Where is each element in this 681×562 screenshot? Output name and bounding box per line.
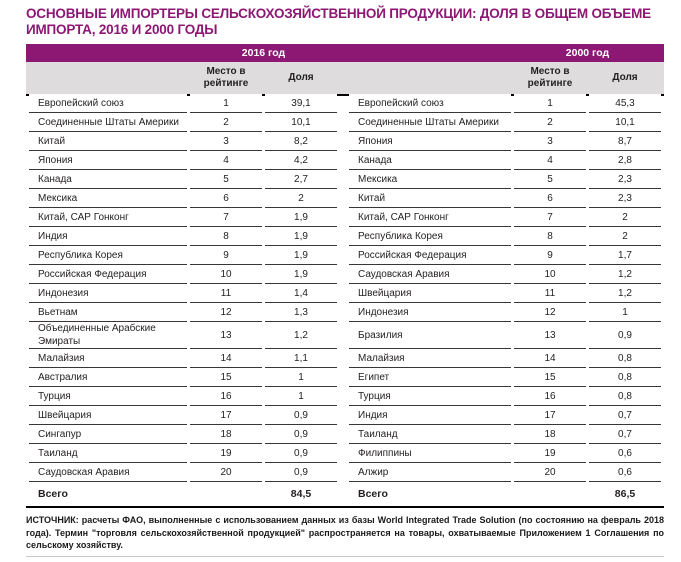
cell-share-2000: 45,3: [589, 94, 661, 113]
cell-rank-2000: 8: [514, 227, 586, 246]
cell-rank-2000: 3: [514, 132, 586, 151]
table-gap: [340, 227, 346, 246]
table-gap: [340, 246, 346, 265]
table-gap: [340, 94, 346, 113]
cell-rank-2000: 11: [514, 284, 586, 303]
cell-rank-2000: 18: [514, 425, 586, 444]
cell-country-2016: Китай, САР Гонконг: [29, 208, 187, 227]
table-gap: [340, 322, 346, 349]
cell-rank-2000: 9: [514, 246, 586, 265]
table-footer: [29, 482, 661, 506]
table-gap: [340, 425, 346, 444]
table-gap: [340, 151, 346, 170]
cell-country-2016: Китай: [29, 132, 187, 151]
cell-country-2000: Соединенные Штаты Америки: [349, 113, 511, 132]
table-row: [29, 151, 661, 170]
table-gap: [340, 406, 346, 425]
cell-country-2016: Швейцария: [29, 406, 187, 425]
cell-share-2016: 1,9: [265, 246, 337, 265]
table-row: [29, 265, 661, 284]
cell-share-2000: 2,3: [589, 170, 661, 189]
cell-share-2016: 2: [265, 189, 337, 208]
share-header-right: Доля: [612, 72, 638, 83]
cell-rank-2000: 4: [514, 151, 586, 170]
cell-share-2016: 1: [265, 368, 337, 387]
cell-rank-2000: 12: [514, 303, 586, 322]
cell-share-2000: 2: [589, 208, 661, 227]
cell-rank-2016: 6: [190, 189, 262, 208]
table-header: [29, 44, 661, 94]
cell-country-2016: Малайзия: [29, 349, 187, 368]
cell-share-2000: 2,3: [589, 189, 661, 208]
total-rank-right-empty: [514, 482, 586, 506]
cell-share-2000: 0,7: [589, 425, 661, 444]
cell-rank-2000: 15: [514, 368, 586, 387]
cell-country-2000: Египет: [349, 368, 511, 387]
table-gap: [340, 189, 346, 208]
total-label-right: Всего: [349, 482, 511, 506]
table-gap: [340, 44, 346, 62]
cell-rank-2000: 16: [514, 387, 586, 406]
cell-country-2016: Вьетнам: [29, 303, 187, 322]
column-header-row: [29, 62, 661, 94]
cell-country-2000: Бразилия: [349, 322, 511, 349]
cell-country-2016: Мексика: [29, 189, 187, 208]
table-gap: [340, 113, 346, 132]
table-gap: [340, 368, 346, 387]
importers-table: [26, 44, 664, 508]
cell-rank-2000: 20: [514, 463, 586, 482]
cell-share-2016: 0,9: [265, 463, 337, 482]
cell-share-2000: 8,7: [589, 132, 661, 151]
rank-header-right: Место в рейтинге: [527, 66, 573, 89]
total-value-2016: 84,5: [265, 482, 337, 506]
cell-country-2016: Индонезия: [29, 284, 187, 303]
table-row: [29, 463, 661, 482]
cell-share-2016: 10,1: [265, 113, 337, 132]
cell-rank-2016: 10: [190, 265, 262, 284]
table-row: [29, 406, 661, 425]
cell-share-2016: 1,9: [265, 265, 337, 284]
table-gap: [340, 284, 346, 303]
table-row: [29, 113, 661, 132]
cell-share-2000: 0,6: [589, 444, 661, 463]
table-gap: [340, 170, 346, 189]
cell-share-2016: 1: [265, 387, 337, 406]
cell-country-2016: Саудовская Аравия: [29, 463, 187, 482]
cell-share-2016: 0,9: [265, 406, 337, 425]
year-header-left-empty: [29, 44, 187, 62]
table-row: [29, 303, 661, 322]
table-row: [29, 132, 661, 151]
table-row: [29, 322, 661, 349]
cell-rank-2000: 10: [514, 265, 586, 284]
cell-country-2000: Индия: [349, 406, 511, 425]
cell-share-2016: 1,9: [265, 227, 337, 246]
page-title: ОСНОВНЫЕ ИМПОРТЕРЫ СЕЛЬСКОХОЗЯЙСТВЕННОЙ ПРОДУКЦИИ: ДОЛЯ В ОБЩЕМ ОБЪЕМЕ ИМПОРТА, 2016 И 2000 ГОДЫ: [26, 6, 651, 37]
cell-country-2000: Мексика: [349, 170, 511, 189]
cell-share-2000: 10,1: [589, 113, 661, 132]
table-row: [29, 189, 661, 208]
cell-country-2000: Таиланд: [349, 425, 511, 444]
cell-share-2000: 2,8: [589, 151, 661, 170]
cell-rank-2016: 12: [190, 303, 262, 322]
table-row: [29, 208, 661, 227]
table-row: [29, 387, 661, 406]
cell-share-2000: 0,8: [589, 349, 661, 368]
cell-share-2000: 1: [589, 303, 661, 322]
table-row: [29, 227, 661, 246]
country-header-right: [349, 62, 511, 94]
cell-share-2016: 39,1: [265, 94, 337, 113]
cell-share-2016: 1,4: [265, 284, 337, 303]
year-header-right-empty: [349, 44, 511, 62]
cell-rank-2016: 15: [190, 368, 262, 387]
cell-rank-2016: 14: [190, 349, 262, 368]
table-row: [29, 425, 661, 444]
cell-share-2000: 0,8: [589, 387, 661, 406]
table-gap: [340, 265, 346, 284]
cell-rank-2000: 6: [514, 189, 586, 208]
total-value-2000: 86,5: [589, 482, 661, 506]
cell-country-2016: Индия: [29, 227, 187, 246]
table-row: [29, 444, 661, 463]
cell-share-2016: 8,2: [265, 132, 337, 151]
cell-country-2000: Китай, САР Гонконг: [349, 208, 511, 227]
cell-share-2000: 0,8: [589, 368, 661, 387]
cell-country-2000: Китай: [349, 189, 511, 208]
cell-country-2000: Саудовская Аравия: [349, 265, 511, 284]
table-gap: [340, 463, 346, 482]
cell-country-2000: Российская Федерация: [349, 246, 511, 265]
cell-share-2016: 1,3: [265, 303, 337, 322]
cell-rank-2000: 1: [514, 94, 586, 113]
cell-country-2000: Турция: [349, 387, 511, 406]
cell-share-2016: 1,1: [265, 349, 337, 368]
cell-rank-2016: 19: [190, 444, 262, 463]
cell-rank-2016: 18: [190, 425, 262, 444]
total-rank-left-empty: [190, 482, 262, 506]
cell-country-2016: Республика Корея: [29, 246, 187, 265]
total-row: [29, 482, 661, 506]
table-row: [29, 368, 661, 387]
cell-country-2000: Филиппины: [349, 444, 511, 463]
table-gap: [340, 62, 346, 94]
cell-country-2016: Таиланд: [29, 444, 187, 463]
table-row: [29, 349, 661, 368]
cell-rank-2016: 3: [190, 132, 262, 151]
cell-rank-2016: 17: [190, 406, 262, 425]
cell-country-2016: Сингапур: [29, 425, 187, 444]
cell-rank-2016: 20: [190, 463, 262, 482]
cell-rank-2000: 2: [514, 113, 586, 132]
table-row: [29, 284, 661, 303]
table-gap: [340, 349, 346, 368]
cell-share-2000: 1,7: [589, 246, 661, 265]
cell-rank-2000: 17: [514, 406, 586, 425]
total-label-left: Всего: [29, 482, 187, 506]
cell-rank-2000: 14: [514, 349, 586, 368]
cell-country-2000: Индонезия: [349, 303, 511, 322]
table-row: [29, 170, 661, 189]
table-gap: [340, 387, 346, 406]
cell-rank-2000: 13: [514, 322, 586, 349]
cell-rank-2016: 11: [190, 284, 262, 303]
cell-country-2016: Турция: [29, 387, 187, 406]
cell-rank-2000: 19: [514, 444, 586, 463]
cell-country-2000: Швейцария: [349, 284, 511, 303]
cell-country-2016: Российская Федерация: [29, 265, 187, 284]
cell-share-2016: 1,9: [265, 208, 337, 227]
cell-share-2016: 0,9: [265, 425, 337, 444]
cell-rank-2016: 5: [190, 170, 262, 189]
cell-country-2000: Республика Корея: [349, 227, 511, 246]
cell-country-2016: Япония: [29, 151, 187, 170]
cell-share-2000: 2: [589, 227, 661, 246]
table-gap: [340, 132, 346, 151]
cell-country-2016: Канада: [29, 170, 187, 189]
year-header-row: [29, 44, 661, 62]
cell-rank-2016: 7: [190, 208, 262, 227]
cell-share-2000: 0,9: [589, 322, 661, 349]
cell-rank-2016: 1: [190, 94, 262, 113]
cell-share-2016: 2,7: [265, 170, 337, 189]
table-gap: [340, 444, 346, 463]
year-header-2000: 2000 год: [565, 47, 610, 59]
cell-country-2000: Канада: [349, 151, 511, 170]
cell-country-2000: Европейский союз: [349, 94, 511, 113]
cell-share-2000: 0,6: [589, 463, 661, 482]
share-header-left: Доля: [288, 72, 314, 83]
cell-rank-2016: 2: [190, 113, 262, 132]
table-gap: [340, 303, 346, 322]
cell-share-2016: 0,9: [265, 444, 337, 463]
cell-country-2016: Европейский союз: [29, 94, 187, 113]
cell-share-2016: 1,2: [265, 322, 337, 349]
cell-rank-2016: 16: [190, 387, 262, 406]
table-gap: [340, 482, 346, 506]
source-note: ИСТОЧНИК: расчеты ФАО, выполненные с использованием данных из базы World Integrated Trade Solution (по состоянию на февраль 2018 года). Термин "торговля сельскохозяйственной продукцией" распространяется на товары, охватываемые Приложением 1 Соглашения по сельскому хозяйству.: [26, 515, 664, 550]
cell-rank-2016: 8: [190, 227, 262, 246]
rank-header-left: Место в рейтинге: [203, 66, 249, 89]
cell-rank-2016: 9: [190, 246, 262, 265]
cell-country-2016: Соединенные Штаты Америки: [29, 113, 187, 132]
table-row: [29, 246, 661, 265]
cell-share-2016: 4,2: [265, 151, 337, 170]
cell-share-2000: 1,2: [589, 284, 661, 303]
cell-share-2000: 1,2: [589, 265, 661, 284]
table-body: [29, 94, 661, 482]
cell-rank-2016: 4: [190, 151, 262, 170]
cell-country-2016: Объединенные Арабские Эмираты: [29, 322, 187, 349]
bottom-divider: [26, 556, 664, 557]
cell-rank-2000: 5: [514, 170, 586, 189]
cell-share-2000: 0,7: [589, 406, 661, 425]
cell-country-2000: Алжир: [349, 463, 511, 482]
cell-rank-2000: 7: [514, 208, 586, 227]
cell-country-2016: Австралия: [29, 368, 187, 387]
table-gap: [340, 208, 346, 227]
year-header-2016: 2016 год: [241, 47, 286, 59]
cell-country-2000: Малайзия: [349, 349, 511, 368]
cell-rank-2016: 13: [190, 322, 262, 349]
country-header-left: [29, 62, 187, 94]
table-row: [29, 94, 661, 113]
cell-country-2000: Япония: [349, 132, 511, 151]
